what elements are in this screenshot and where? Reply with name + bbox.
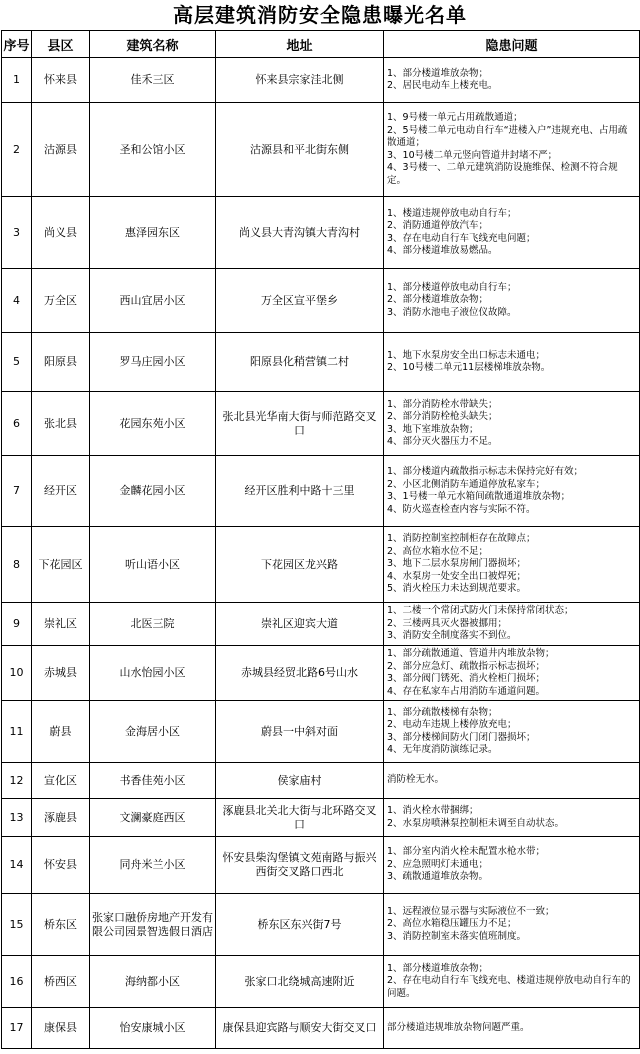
issue-item: 2、消防通道停放汽车； xyxy=(387,220,489,231)
issue-item: 1、部分室内消火栓未配置水枪水带； xyxy=(387,846,546,858)
row-address: 万全区宣平堡乡 xyxy=(216,269,384,333)
row-no: 12 xyxy=(2,763,32,799)
row-issues xyxy=(384,956,640,1008)
table-row xyxy=(2,799,640,837)
table-row xyxy=(2,701,640,763)
issue-item: 4、3号楼一、二单元建筑消防设施维保、检测不符合规定。 xyxy=(387,162,618,186)
row-building: 北医三院 xyxy=(90,603,216,646)
row-building: 同舟米兰小区 xyxy=(90,837,216,894)
issue-item: 2、居民电动车上楼充电。 xyxy=(387,80,498,91)
row-issues xyxy=(384,103,640,197)
row-no: 1 xyxy=(2,58,32,103)
row-no: 5 xyxy=(2,333,32,392)
header-issues: 隐患问题 xyxy=(384,31,640,58)
issue-item: 2、存在电动自行车飞线充电、楼道违规停放电动自行车的问题。 xyxy=(387,975,631,999)
issue-item: 1、消防控制室控制柜存在故障点； xyxy=(387,533,536,545)
issue-item: 4、水泵房一处安全出口被焊死； xyxy=(387,570,527,582)
header-no: 序号 xyxy=(2,31,32,58)
row-issues xyxy=(384,799,640,837)
row-county: 蔚县 xyxy=(32,701,90,763)
row-county: 怀来县 xyxy=(32,58,90,103)
row-county: 崇礼区 xyxy=(32,603,90,646)
row-no: 10 xyxy=(2,646,32,701)
row-issues xyxy=(384,1008,640,1049)
row-no: 15 xyxy=(2,894,32,956)
row-address: 张北县光华南大街与师范路交叉口 xyxy=(216,392,384,456)
row-building: 海纳都小区 xyxy=(90,956,216,1008)
issue-item: 2、电动车违规上楼停放充电； xyxy=(387,719,517,730)
issue-item: 2、高位水箱稳压罐压力不足； xyxy=(387,918,517,930)
issue-item: 3、存在电动自行车飞线充电问题； xyxy=(387,232,536,244)
issue-item: 2、水泵房喷淋泵控制柜未调至自动状态。 xyxy=(387,817,565,829)
row-address: 崇礼区迎宾大道 xyxy=(216,603,384,646)
row-building: 张家口融侨房地产开发有限公司园景智选假日酒店 xyxy=(90,894,216,956)
header-building: 建筑名称 xyxy=(90,31,216,58)
table-row xyxy=(2,197,640,269)
row-building: 金海居小区 xyxy=(90,701,216,763)
row-county: 涿鹿县 xyxy=(32,799,90,837)
issue-item: 2、部分应急灯、疏散指示标志损坏； xyxy=(387,660,546,672)
issue-item: 3、疏散通道堆放杂物。 xyxy=(387,871,489,883)
row-issues xyxy=(384,527,640,603)
row-issues xyxy=(384,269,640,333)
issue-item: 3、地下室堆放杂物； xyxy=(387,423,479,435)
issue-item: 1、消火栓水带捆绑； xyxy=(387,805,479,816)
issue-item: 3、1号楼一单元水箱间疏散通道堆放杂物； xyxy=(387,491,571,502)
row-issues xyxy=(384,456,640,527)
row-address: 尚义县大青沟镇大青沟村 xyxy=(216,197,384,269)
row-address: 康保县迎宾路与顺安大街交叉口 xyxy=(216,1008,384,1049)
issue-item: 4、存在私家车占用消防车通道问题。 xyxy=(387,685,546,697)
row-building: 花园东苑小区 xyxy=(90,392,216,456)
table-row xyxy=(2,392,640,456)
row-address: 怀安县柴沟堡镇文苑南路与振兴西街交叉路口西北 xyxy=(216,837,384,894)
table-row xyxy=(2,103,640,197)
row-no: 17 xyxy=(2,1008,32,1049)
issue-item: 3、消防水池电子液位仪故障。 xyxy=(387,306,517,318)
row-building: 金麟花园小区 xyxy=(90,456,216,527)
table-row xyxy=(2,837,640,894)
row-county: 经开区 xyxy=(32,456,90,527)
issue-item: 3、部分楼梯间防火门闭门器损坏； xyxy=(387,731,536,743)
issue-item: 1、部分消防栓水带缺失； xyxy=(387,398,498,410)
row-county: 万全区 xyxy=(32,269,90,333)
issue-item: 4、无年度消防演练记录。 xyxy=(387,744,498,755)
row-address: 蔚县一中斜对面 xyxy=(216,701,384,763)
table-row xyxy=(2,956,640,1008)
row-issues xyxy=(384,603,640,646)
page-title: 高层建筑消防安全隐患曝光名单 xyxy=(173,3,467,27)
row-no: 16 xyxy=(2,956,32,1008)
row-issues xyxy=(384,763,640,799)
issue-item: 消防栓无水。 xyxy=(387,774,445,786)
row-address: 桥东区东兴街7号 xyxy=(216,894,384,956)
row-county: 沽源县 xyxy=(32,103,90,197)
row-no: 8 xyxy=(2,527,32,603)
table-row xyxy=(2,603,640,646)
issue-item: 2、小区北侧消防车通道停放私家车； xyxy=(387,478,546,490)
table-row xyxy=(2,269,640,333)
row-building: 西山宜居小区 xyxy=(90,269,216,333)
issue-item: 2、部分消防栓枪头缺失； xyxy=(387,411,498,422)
row-building: 罗马庄园小区 xyxy=(90,333,216,392)
row-county: 张北县 xyxy=(32,392,90,456)
issue-item: 1、部分楼道内疏散指示标志未保持完好有效； xyxy=(387,466,584,477)
table-row xyxy=(2,58,640,103)
header-address: 地址 xyxy=(216,31,384,58)
row-building: 佳禾三区 xyxy=(90,58,216,103)
issue-item: 2、10号楼二单元11层楼梯堆放杂物。 xyxy=(387,362,551,373)
row-issues xyxy=(384,701,640,763)
table-row xyxy=(2,763,640,799)
row-county: 桥东区 xyxy=(32,894,90,956)
row-address: 涿鹿县北关北大街与北环路交叉口 xyxy=(216,799,384,837)
table-row xyxy=(2,1008,640,1049)
issue-item: 4、部分灭火器压力不足。 xyxy=(387,436,498,447)
row-county: 尚义县 xyxy=(32,197,90,269)
row-county: 下花园区 xyxy=(32,527,90,603)
row-address: 阳原县化稍营镇二村 xyxy=(216,333,384,392)
header-county: 县区 xyxy=(32,31,90,58)
row-no: 13 xyxy=(2,799,32,837)
table-header-row xyxy=(2,31,640,58)
issue-item: 4、防火巡查检查内容与实际不符。 xyxy=(387,503,536,515)
row-no: 6 xyxy=(2,392,32,456)
issue-item: 3、部分阀门锈死、消火栓柜门损坏； xyxy=(387,673,546,684)
row-no: 3 xyxy=(2,197,32,269)
row-address: 沽源县和平北街东侧 xyxy=(216,103,384,197)
row-building: 山水怡园小区 xyxy=(90,646,216,701)
issue-item: 1、部分疏散楼梯有杂物； xyxy=(387,706,498,718)
table-row xyxy=(2,646,640,701)
row-issues xyxy=(384,894,640,956)
row-issues xyxy=(384,646,640,701)
issue-item: 部分楼道违规堆放杂物问题严重。 xyxy=(387,1021,530,1033)
issue-item: 2、部分楼道堆放杂物； xyxy=(387,294,489,306)
row-county: 桥西区 xyxy=(32,956,90,1008)
row-issues xyxy=(384,837,640,894)
issue-item: 3、消防控制室未落实值班制度。 xyxy=(387,930,527,942)
table-row xyxy=(2,894,640,956)
row-address: 赤城县经贸北路6号山水 xyxy=(216,646,384,701)
row-no: 7 xyxy=(2,456,32,527)
row-county: 康保县 xyxy=(32,1008,90,1049)
issue-item: 4、部分楼道堆放易燃品。 xyxy=(387,245,498,256)
row-no: 9 xyxy=(2,603,32,646)
row-no: 14 xyxy=(2,837,32,894)
row-county: 赤城县 xyxy=(32,646,90,701)
issue-item: 1、楼道违规停放电动自行车； xyxy=(387,207,517,219)
issue-item: 5、消火栓压力未达到规范要求。 xyxy=(387,583,527,595)
row-county: 怀安县 xyxy=(32,837,90,894)
issue-item: 2、5号楼二单元电动自行车“进楼入户”违规充电、占用疏散通道； xyxy=(387,124,628,148)
row-address: 经开区胜利中路十三里 xyxy=(216,456,384,527)
issue-item: 2、应急照明灯未通电； xyxy=(387,858,489,870)
table-row xyxy=(2,527,640,603)
issue-item: 1、部分楼道停放电动自行车； xyxy=(387,281,517,293)
row-issues xyxy=(384,197,640,269)
row-issues xyxy=(384,392,640,456)
row-building: 怡安康城小区 xyxy=(90,1008,216,1049)
row-no: 4 xyxy=(2,269,32,333)
issue-item: 2、高位水箱水位不足； xyxy=(387,545,489,557)
row-building: 圣和公馆小区 xyxy=(90,103,216,197)
row-no: 11 xyxy=(2,701,32,763)
table-row xyxy=(2,333,640,392)
issue-item: 3、10号楼二单元竖向管道井封堵不严； xyxy=(387,149,558,161)
row-building: 书香佳苑小区 xyxy=(90,763,216,799)
row-issues xyxy=(384,333,640,392)
row-address: 怀来县宗家洼北侧 xyxy=(216,58,384,103)
row-building: 听山语小区 xyxy=(90,527,216,603)
row-county: 阳原县 xyxy=(32,333,90,392)
row-building: 惠泽园东区 xyxy=(90,197,216,269)
row-issues xyxy=(384,58,640,103)
issue-item: 1、地下水泵房安全出口标志未通电； xyxy=(387,349,546,361)
issue-item: 1、远程液位显示器与实际液位不一致； xyxy=(387,905,555,917)
issue-item: 1、部分疏散通道、管道井内堆放杂物； xyxy=(387,648,555,659)
row-no: 2 xyxy=(2,103,32,197)
row-address: 下花园区龙兴路 xyxy=(216,527,384,603)
issue-item: 2、三楼两具灭火器被挪用； xyxy=(387,617,508,629)
issue-item: 1、部分楼道堆放杂物； xyxy=(387,962,489,974)
table-row xyxy=(2,456,640,527)
row-address: 张家口北绕城高速附近 xyxy=(216,956,384,1008)
hazard-table xyxy=(1,30,640,1049)
issue-item: 1、部分楼道堆放杂物； xyxy=(387,67,489,79)
issue-item: 3、消防安全制度落实不到位。 xyxy=(387,630,517,642)
row-county: 宣化区 xyxy=(32,763,90,799)
row-address: 侯家庙村 xyxy=(216,763,384,799)
issue-item: 1、9号楼一单元占用疏散通道； xyxy=(387,112,523,123)
row-building: 文澜豪庭西区 xyxy=(90,799,216,837)
issue-item: 3、地下二层水泵房闸门器损坏； xyxy=(387,558,527,570)
issue-item: 1、二楼一个常闭式防火门未保持常闭状态； xyxy=(387,605,574,617)
